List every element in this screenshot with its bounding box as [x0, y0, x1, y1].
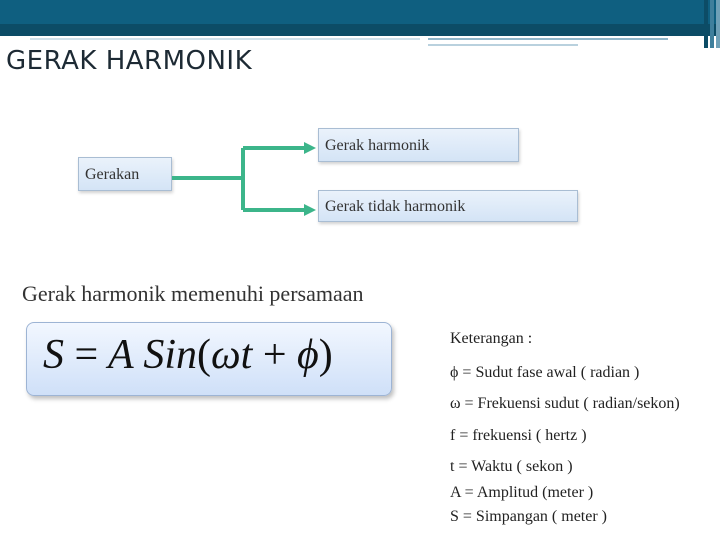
- legend-item: t = Waktu ( sekon ): [450, 458, 573, 475]
- equation-intro: Gerak harmonik memenuhi persamaan: [22, 281, 364, 306]
- slide-title: GERAK HARMONIK: [6, 46, 253, 76]
- diagram-branch-harmonic: Gerak harmonik: [318, 128, 519, 162]
- equation-box: [26, 322, 392, 396]
- legend-item: A = Amplitud (meter ): [450, 484, 594, 501]
- arrow-right-icon: [304, 204, 316, 216]
- legend-item: S = Simpangan ( meter ): [450, 508, 607, 525]
- diagram-branch-nonharmonic: Gerak tidak harmonik: [318, 190, 578, 222]
- legend-item: ϕ = Sudut fase awal ( radian ): [450, 364, 640, 381]
- legend-heading: Keterangan :: [450, 330, 533, 347]
- legend-item: ω = Frekuensi sudut ( radian/sekon): [450, 395, 680, 412]
- diagram-root-box: Gerakan: [78, 157, 172, 191]
- equation: S = A Sin(ωt + ϕ): [43, 332, 333, 378]
- arrow-right-icon: [304, 142, 316, 154]
- legend-item: f = frekuensi ( hertz ): [450, 427, 587, 444]
